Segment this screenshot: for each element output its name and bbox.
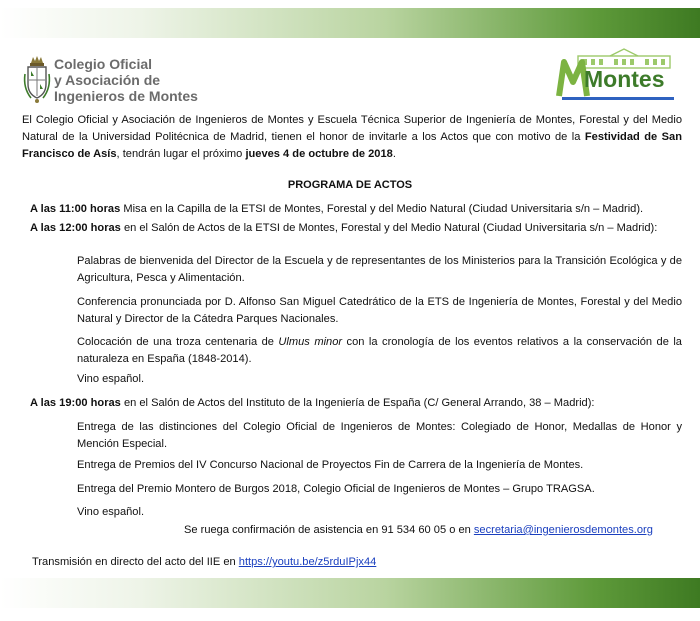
session-text: Misa en la Capilla de la ETSI de Montes, Forestal y del Medio Natural (Ciudad Universitaria s/n – Madrid). [120,203,644,215]
session-1900 [30,395,682,412]
program-item: Entrega del Premio Montero de Burgos 2018, Colegio Oficial de Ingenieros de Montes – Grupo TRAGSA. [77,483,595,495]
logo-line-3: Ingenieros de Montes [54,88,198,104]
stream-line [32,556,376,568]
intro-paragraph [22,112,682,163]
program-item: Vino español. [77,373,145,385]
session-text: en el Salón de Actos de la ETSI de Montes, Forestal y del Medio Natural (Ciudad Universitaria s/n – Madrid): [120,222,658,234]
logo-line-1: Colegio Oficial [54,56,153,72]
program-item: Entrega de Premios del IV Concurso Nacional de Proyectos Fin de Carrera de la Ingeniería de Montes. [77,459,584,471]
program-title: PROGRAMA DE ACTOS [287,179,413,191]
logo-underline [562,97,674,100]
program-item: Entrega de las distinciones del Colegio Oficial de Ingenieros de Montes: Colegiado de Honor, Medallas de Honor y Mención Especial. [77,421,682,450]
session-time: A las 12:00 horas [30,222,121,234]
species-name: Ulmus minor [278,336,343,348]
program-item: Palabras de bienvenida del Director de la Escuela y de representantes de los Ministerios para la Transición Ecológica y de Agricultura, Pesca y Alimentación. [77,255,682,284]
session-time: A las 11:00 horas [30,203,121,215]
youtube-link[interactable]: https://youtu.be/z5rduIPjx44 [238,556,377,568]
logo-line-2: y Asociación de [54,72,161,88]
montes-wordmark: Montes [584,66,665,92]
montes-logo [556,48,676,106]
intro-text-3: . [392,148,396,160]
session-1100 [30,201,682,218]
festivity-name: Festividad de San Francisco de Asís [22,131,682,160]
rsvp-line [184,524,681,536]
rsvp-text: Se ruega confirmación de asistencia en 91 534 60 05 o en [184,524,474,536]
event-date: jueves 4 de octubre de 2018 [245,148,393,160]
intro-text-2: , tendrán lugar el próximo [116,148,246,160]
top-green-band [0,8,700,38]
program-item: Colocación de una troza centenaria de Ulmus minor con la cronología de los eventos relativos a la conservación de la naturaleza en España (1848-2014). [77,336,682,365]
stream-text: Transmisión en directo del acto del IIE en [32,556,239,568]
coat-of-arms-icon [22,54,52,104]
intro-text-1: El Colegio Oficial y Asociación de Ingenieros de Montes y Escuela Técnica Superior de Ingeniería de Montes, Forestal y del Medio Natural de la Universidad Politécnica de Madrid, tienen el honor de invitarle a los Actos que con motivo de la [22,114,682,143]
colegio-logo [22,52,198,108]
email-link[interactable]: secretaria@ingenierosdemontes.org [473,524,653,536]
session-time: A las 19:00 horas [30,397,121,409]
program-item: Conferencia pronunciada por D. Alfonso San Miguel Catedrático de la ETS de Ingeniería de Montes, Forestal y del Medio Natural y Director de la Cátedra Parques Nacionales. [77,296,682,325]
program-item: Vino español. [77,506,145,518]
session-text: en el Salón de Actos del Instituto de la Ingeniería de España (C/ General Arrando, 38 – Madrid): [120,397,595,409]
session-1200 [30,220,682,237]
bottom-green-band [0,578,700,608]
